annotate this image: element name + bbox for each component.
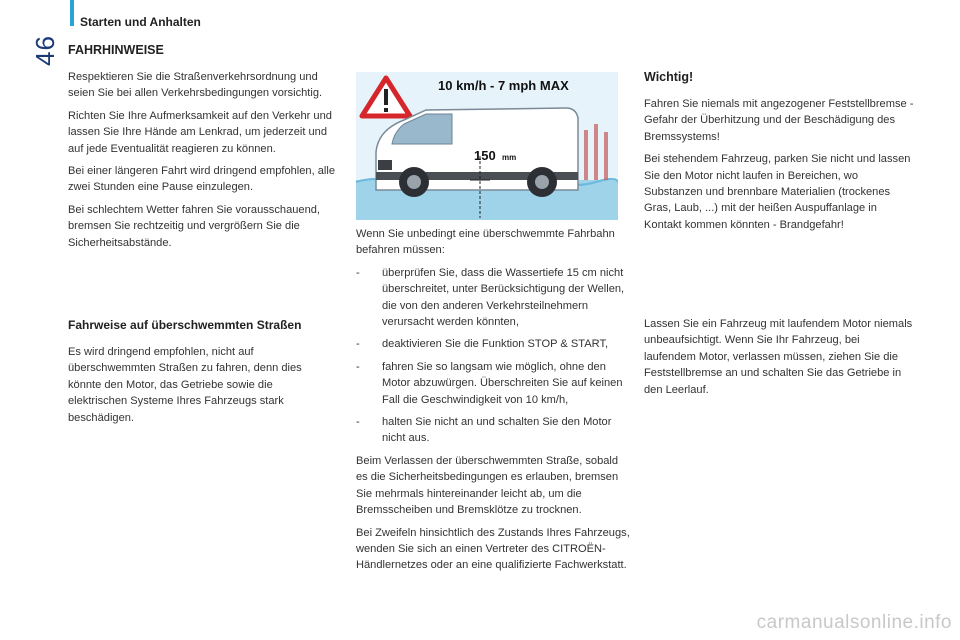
page-number: 46 [30, 35, 60, 66]
bullet-marker: - [356, 416, 360, 429]
list-item [356, 359, 631, 408]
paragraph: Bei schlechtem Wetter fahren Sie vorausschauend, bremsen Sie rechtzeitig und vergrößern Sie die Sicherheitsabstände. [68, 203, 321, 249]
bullet-marker: - [356, 360, 360, 373]
paragraph: Es wird dringend empfohlen, nicht auf überschwemmten Straßen zu fahren, denn dies könnte den Motor, das Getriebe sowie die elektrischen Systeme Ihres Fahrzeugs stark beschädigen. [68, 346, 302, 424]
section-title-flooded-roads: Fahrweise auf überschwemmten Straßen [68, 318, 302, 332]
list-item-text: fahren Sie so langsam wie möglich, ohne den Motor abzuwürgen. Überschreiten Sie auf keinen Fall die Geschwindigkeit von 10 km/h, [382, 360, 623, 406]
list-item [356, 414, 631, 447]
list-item-text: halten Sie nicht an und schalten Sie den Motor nicht aus. [382, 416, 612, 445]
instruction-list [356, 265, 631, 447]
flood-paragraph-block [68, 344, 328, 432]
paragraph: Fahren Sie niemals mit angezogener Feststellbremse - Gefahr der Überhitzung und der Beschädigung des Bremssystems! [644, 98, 914, 143]
header-accent-bar [70, 0, 74, 26]
paragraph: Wenn Sie unbedingt eine überschwemmte Fahrbahn befahren müssen: [356, 228, 615, 257]
list-item [356, 265, 631, 331]
list-item-text: deaktivieren Sie die Funktion STOP & START, [382, 338, 609, 351]
paragraph: Bei Zweifeln hinsichtlich des Zustands Ihres Fahrzeugs, wenden Sie sich an einen Vertreter des CITROËN-Händlernetzes oder an eine qualifizierte Fachwerkstatt. [356, 526, 630, 572]
right-column-lower [644, 316, 914, 404]
paragraph: Bei einer längeren Fahrt wird dringend empfohlen, alle zwei Stunden eine Pause einzulegen. [68, 165, 336, 194]
water-spray-icon [584, 124, 608, 180]
section-title-driving-tips: FAHRHINWEISE [68, 43, 164, 57]
left-column [68, 69, 343, 257]
section-header: Starten und Anhalten [80, 15, 201, 29]
paragraph: Richten Sie Ihre Aufmerksamkeit auf den Verkehr und lassen Sie Ihre Hände am Lenkrad, um jederzeit und auf jede Eventualität reagieren zu können. [68, 109, 332, 155]
list-item [356, 336, 631, 352]
paragraph: Beim Verlassen der überschwemmten Straße, sobald es die Sicherheitsbedingungen es erlauben, bremsen Sie mehrmals hintereinander leicht ab, um die Bremsscheiben und Bremsklötze zu trocknen. [356, 454, 619, 517]
paragraph: Lassen Sie ein Fahrzeug mit laufendem Motor niemals unbeaufsichtigt. Wenn Sie Ihr Fahrzeug, bei laufendem Motor, verlassen müssen, ziehen Sie die Feststellbremse an und schalten Sie das Getriebe in den Leerlauf. [644, 318, 913, 396]
bullet-marker: - [356, 338, 360, 351]
water-depth-unit: mm [502, 153, 517, 162]
speed-limit-label: 10 km/h - 7 mph MAX [438, 78, 569, 93]
list-item-text: überprüfen Sie, dass die Wassertiefe 15 cm nicht überschreitet, unter Berücksichtigung der Wellen, die von den anderen Verkehrsteilnehmern verursacht werden könnten, [382, 266, 625, 329]
bullet-marker: - [356, 266, 360, 279]
right-column [644, 96, 914, 239]
middle-column [356, 226, 631, 580]
water-depth-value: 150 [474, 148, 496, 163]
watermark: carmanualsonline.info [756, 612, 952, 633]
section-title-important: Wichtig! [644, 70, 694, 84]
paragraph: Bei stehendem Fahrzeug, parken Sie nicht und lassen Sie den Motor nicht laufen in Bereichen, wo Substanzen und brennbare Materialien (trockenes Gras, Laub, ...) mit der heißen Auspuffanlage in Kontakt kommen könnten - Brandgefahr! [644, 153, 911, 231]
paragraph: Respektieren Sie die Straßenverkehrsordnung und seien Sie bei allen Verkehrsbedingungen vorsichtig. [68, 71, 323, 100]
flooded-road-van-illustration [356, 72, 618, 220]
